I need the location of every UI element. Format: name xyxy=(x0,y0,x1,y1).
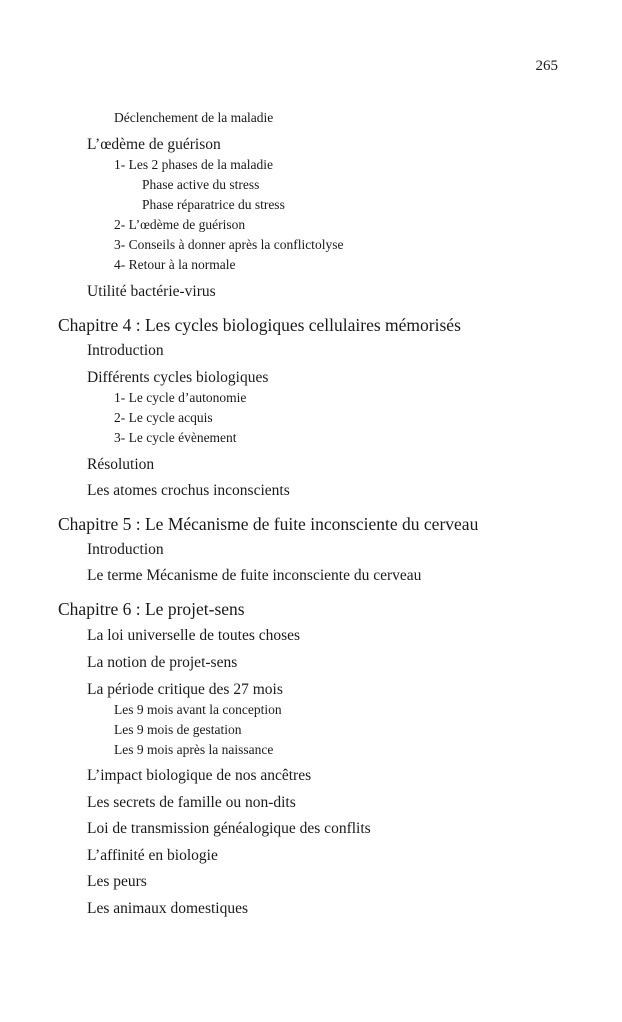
toc-entry: Les animaux domestiques xyxy=(87,900,248,917)
toc-subentry: 2- Le cycle acquis xyxy=(114,410,213,425)
toc-entry: Les secrets de famille ou non-dits xyxy=(87,794,296,811)
chapter-heading: Chapitre 4 : Les cycles biologiques cellulaires mémorisés xyxy=(58,315,461,335)
toc-subentry: 1- Le cycle d’autonomie xyxy=(114,390,247,405)
toc-subentry: 3- Conseils à donner après la conflictolyse xyxy=(114,237,344,252)
toc-entry: Utilité bactérie-virus xyxy=(87,283,216,300)
toc-entry: La notion de projet-sens xyxy=(87,654,238,671)
toc-entry: Introduction xyxy=(87,541,164,558)
toc-entry: Différents cycles biologiques xyxy=(87,369,269,386)
toc-entry: L’affinité en biologie xyxy=(87,847,218,864)
toc-entry: La période critique des 27 mois xyxy=(87,681,283,698)
toc-entry: Les peurs xyxy=(87,873,147,890)
toc-entry: L’impact biologique de nos ancêtres xyxy=(87,767,312,784)
toc-entry: Résolution xyxy=(87,456,155,473)
toc-entry: Les atomes crochus inconscients xyxy=(87,482,290,499)
toc-subentry: Les 9 mois de gestation xyxy=(114,722,242,737)
toc-subentry: 4- Retour à la normale xyxy=(114,257,236,272)
toc-entry: Loi de transmission généalogique des conflits xyxy=(87,820,371,837)
toc-subentry: Les 9 mois après la naissance xyxy=(114,742,274,757)
toc-entry: L’œdème de guérison xyxy=(87,136,221,153)
toc-entry: La loi universelle de toutes choses xyxy=(87,627,301,644)
toc-subsubentry: Phase active du stress xyxy=(142,177,260,192)
chapter-heading: Chapitre 6 : Le projet-sens xyxy=(58,599,245,619)
toc-subentry: 1- Les 2 phases de la maladie xyxy=(114,157,273,172)
chapter-heading: Chapitre 5 : Le Mécanisme de fuite inconsciente du cerveau xyxy=(58,514,479,534)
toc-subentry: Les 9 mois avant la conception xyxy=(114,702,282,717)
toc-entry: Introduction xyxy=(87,342,164,359)
toc-subentry: Déclenchement de la maladie xyxy=(114,110,274,125)
toc-subentry: 3- Le cycle évènement xyxy=(114,430,237,445)
toc-entry: Le terme Mécanisme de fuite inconsciente du cerveau xyxy=(87,567,422,584)
toc-subsubentry: Phase réparatrice du stress xyxy=(142,197,285,212)
toc-subentry: 2- L’œdème de guérison xyxy=(114,217,246,232)
page-number: 265 xyxy=(535,58,558,74)
